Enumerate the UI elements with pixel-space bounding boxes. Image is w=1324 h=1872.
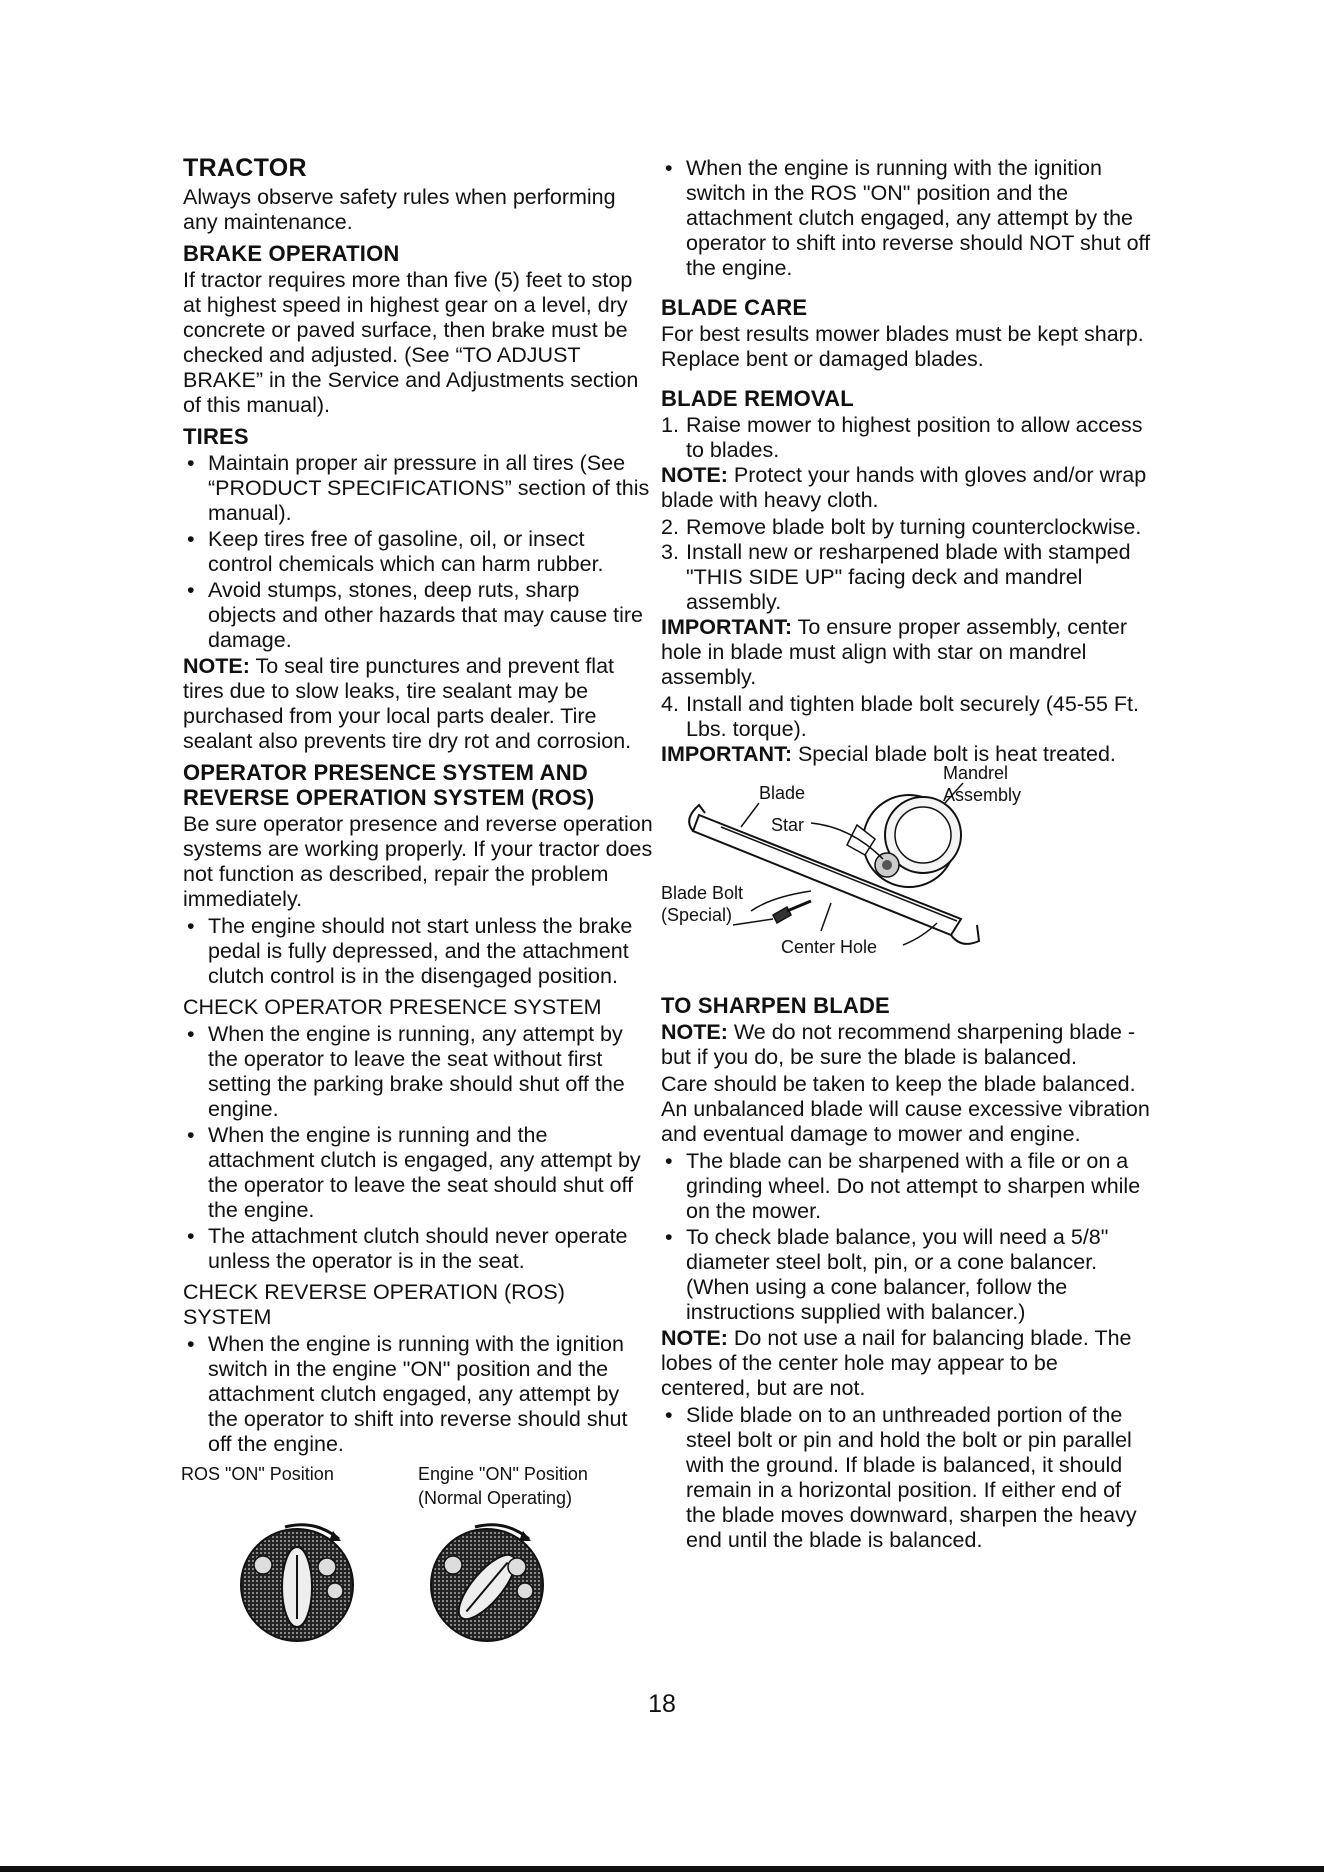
check-ops-list [183, 1022, 653, 1274]
note-label: NOTE: [183, 654, 250, 678]
blade-removal-steps-b [661, 515, 1151, 615]
label-special: (Special) [661, 905, 733, 925]
label-blade-bolt: Blade Bolt [661, 883, 744, 903]
list-item: • When the engine is running with the ignition switch in the engine "ON" position and the attachment clutch engaged, any attempt by the operator to shift into reverse should shut off the engine. [183, 1332, 653, 1457]
list-item: • Maintain proper air pressure in all tires (See “PRODUCT SPECIFICATIONS” section of this manual). [183, 451, 653, 526]
brake-text: If tractor requires more than five (5) feet to stop at highest speed in highest gear on a level, dry concrete or paved surface, then brake must be checked and adjusted. (See “TO ADJUST BRAKE” in the Service and Adjustments section of this manual). [183, 268, 639, 417]
left-column [183, 156, 653, 1663]
list-item: • Avoid stumps, stones, deep ruts, sharp objects and other hazards that may cause tire damage. [183, 578, 653, 653]
ops-list [183, 914, 653, 989]
check-ros-list [183, 1332, 653, 1457]
step-text: Install and tighten blade bolt securely (45-55 Ft. Lbs. torque). [686, 692, 1139, 741]
label-star: Star [771, 815, 805, 835]
note-label: NOTE: [661, 1020, 728, 1044]
label-mandrel: Mandrel [943, 763, 1009, 783]
tires-list [183, 451, 653, 653]
important-label: IMPORTANT: [661, 742, 792, 766]
heading-blade-care: BLADE CARE [661, 295, 808, 320]
note-sharpening [661, 1020, 1151, 1070]
blade-assembly-illustration [661, 769, 1131, 969]
list-item: • The engine should not start unless the brake pedal is fully depressed, and the attachment clutch control is in the disengaged position. [183, 914, 653, 989]
heading-operator-presence: OPERATOR PRESENCE SYSTEM AND REVERSE OPERATION SYSTEM (ROS) [183, 760, 595, 810]
section-title-tractor: TRACTOR [183, 154, 307, 182]
step-text: Raise mower to highest position to allow access to blades. [686, 413, 1143, 462]
heading-brake-operation: BRAKE OPERATION [183, 241, 400, 266]
tires-note [183, 654, 653, 754]
blade-removal-steps-c [661, 692, 1151, 742]
caption-engine-on: Engine "ON" Position [418, 1464, 588, 1484]
ignition-switch-figure [183, 1463, 653, 1663]
list-item: • The blade can be sharpened with a file or on a grinding wheel. Do not attempt to sharpen while on the mower. [661, 1149, 1151, 1224]
label-assembly: Assembly [943, 785, 1022, 805]
label-center-hole: Center Hole [781, 937, 878, 957]
tractor-intro: Always observe safety rules when performing any maintenance. [183, 185, 616, 234]
list-item: 2. Remove blade bolt by turning counterclockwise. [661, 515, 1142, 539]
list-item: • The attachment clutch should never operate unless the operator is in the seat. [183, 1224, 653, 1274]
list-item: • When the engine is running and the attachment clutch is engaged, any attempt by the operator to leave the seat should shut off the engine. [183, 1123, 653, 1223]
list-item: • Keep tires free of gasoline, oil, or insect control chemicals which can harm rubber. [183, 527, 653, 577]
heading-tires: TIRES [183, 424, 249, 449]
note-text: Do not use a nail for balancing blade. The lobes of the center hole may appear to be centered, but are not. [661, 1326, 1132, 1400]
list-item: • When the engine is running with the ignition switch in the ROS "ON" position and the attachment clutch engaged, any attempt by the operator to shift into reverse should NOT shut off the engine. [661, 156, 1151, 281]
sharpen-list [661, 1149, 1151, 1325]
ros-on-list [661, 156, 1151, 281]
heading-check-ros: CHECK REVERSE OPERATION (ROS) SYSTEM [183, 1280, 565, 1329]
important-assembly [661, 615, 1151, 690]
heading-to-sharpen-blade: TO SHARPEN BLADE [661, 993, 890, 1018]
note-text: To seal tire punctures and prevent flat tires due to slow leaks, tire sealant may be purchased from your local parts dealer. Tire sealant also prevents tire dry rot and corrosion. [183, 654, 632, 753]
step-text: Remove blade bolt by turning counterclockwise. [686, 515, 1142, 539]
note-text: We do not recommend sharpening blade - but if you do, be sure the blade is balanced. [661, 1020, 1136, 1069]
list-item: • When the engine is running, any attempt by the operator to leave the seat without first setting the parking brake should shut off the engine. [183, 1022, 653, 1122]
important-text: To ensure proper assembly, center hole in blade must align with star on mandrel assembly. [661, 615, 1127, 689]
page-number: 18 [648, 1690, 676, 1718]
blade-care-text: For best results mower blades must be kept sharp. Replace bent or damaged blades. [661, 322, 1144, 371]
label-blade: Blade [759, 783, 806, 803]
ops-text: Be sure operator presence and reverse operation systems are working properly. If your tractor does not function as described, repair the problem immediately. [183, 812, 653, 911]
note-nail [661, 1326, 1151, 1401]
heading-blade-removal: BLADE REMOVAL [661, 386, 854, 411]
ignition-switch-engine-icon [425, 1515, 555, 1645]
bottom-border [0, 1866, 1324, 1872]
important-heat-treated [661, 742, 1151, 767]
ignition-switch-ros-icon [235, 1515, 365, 1645]
heading-check-operator-presence: CHECK OPERATOR PRESENCE SYSTEM [183, 995, 602, 1019]
right-column [661, 156, 1151, 1554]
blade-assembly-figure [661, 763, 1151, 969]
list-item: • To check blade balance, you will need a 5/8" diameter steel bolt, pin, or a cone balancer. (When using a cone balancer, follow the instructions supplied with balancer.) [661, 1225, 1151, 1325]
blade-removal-steps-a [661, 413, 1151, 463]
note-text: Protect your hands with gloves and/or wrap blade with heavy cloth. [661, 463, 1147, 512]
caption-normal-operating: (Normal Operating) [418, 1488, 573, 1508]
step-text: Install new or resharpened blade with stamped "THIS SIDE UP" facing deck and mandrel assembly. [686, 540, 1131, 614]
sharpen-text: Care should be taken to keep the blade balanced. An unbalanced blade will cause excessive vibration and eventual damage to mower and engine. [661, 1072, 1150, 1146]
list-item: 1. Raise mower to highest position to allow access to blades. [661, 413, 1143, 462]
note-label: NOTE: [661, 1326, 728, 1350]
list-item: • Slide blade on to an unthreaded portion of the steel bolt or pin and hold the bolt or pin parallel with the ground. If blade is balanced, it should remain in a horizontal position. If either end of the blade moves downward, sharpen the heavy end until the blade is balanced. [661, 1403, 1151, 1553]
caption-ros-on: ROS "ON" Position [181, 1464, 334, 1484]
list-item: 4. Install and tighten blade bolt securely (45-55 Ft. Lbs. torque). [661, 692, 1139, 741]
important-text: Special blade bolt is heat treated. [791, 742, 1116, 766]
list-item: 3. Install new or resharpened blade with stamped "THIS SIDE UP" facing deck and mandrel assembly. [661, 540, 1131, 614]
important-label: IMPORTANT: [661, 615, 792, 639]
note-gloves [661, 463, 1151, 513]
note-label: NOTE: [661, 463, 728, 487]
balance-list [661, 1403, 1151, 1553]
